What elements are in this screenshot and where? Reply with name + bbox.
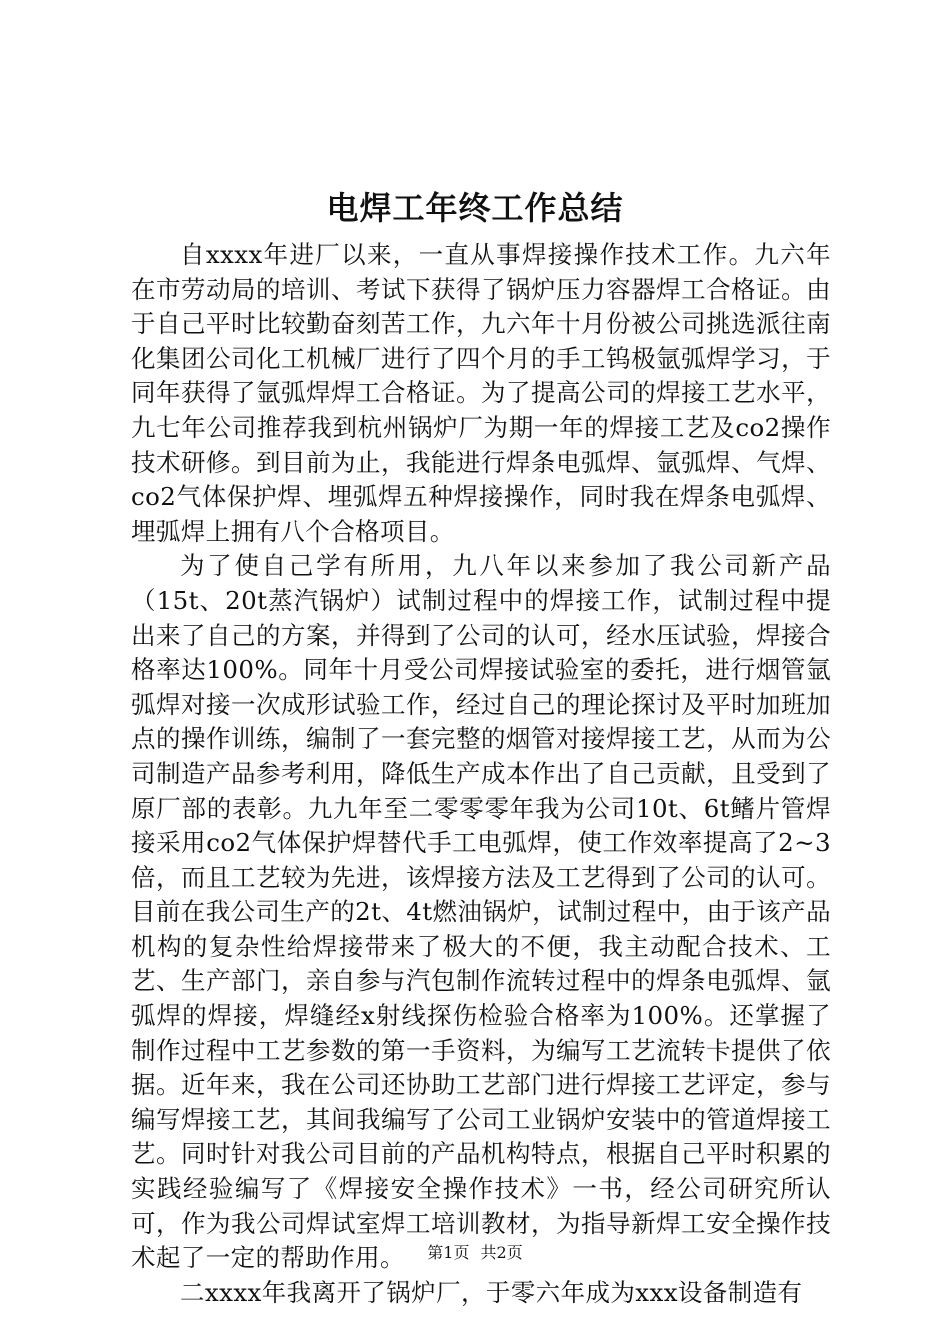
document-title: 电焊工年终工作总结 <box>326 189 624 227</box>
page-number: 第1页 <box>427 1243 470 1262</box>
paragraph-2: 为了使自己学有所用，九八年以来参加了我公司新产品（15t、20t蒸汽锅炉）试制过程中的焊接工作，试制过程中提出来了自己的方案，并得到了公司的认可，经水压试验，焊接合格率达100%。同年十月受公司焊接试验室的委托，进行烟管氩弧焊对接一次成形试验工作，经过自己的理论探讨及平时加班加点的操作训练，编制了一套完整的烟管对接焊接工艺，从而为公司制造产品参考利用，降低生产成本作出了自己贡献，且受到了原厂部的表彰。九九年至二零零零年我为公司10t、6t鳍片管焊接采用co2气体保护焊替代手工电弧焊，使工作效率提高了2~3倍，而且工艺较为先进，该焊接方法及工艺得到了公司的认可。目前在我公司生产的2t、4t燃油锅炉，试制过程中，由于该产品机构的复杂性给焊接带来了极大的不便，我主动配合技术、工艺、生产部门，亲自参与汽包制作流转过程中的焊条电弧焊、氩弧焊的焊接，焊缝经x射线探伤检验合格率为100%。还掌握了制作过程中工艺参数的第一手资料，为编写工艺流转卡提供了依据。近年来，我在公司还协助工艺部门进行焊接工艺评定，参与编写焊接工艺，其间我编写了公司工业锅炉安装中的管道焊接工艺。同时针对我公司目前的产品机构特点，根据自己平时积累的实践经验编写了《焊接安全操作技术》一书，经公司研究所认可，作为我公司焊试室焊工培训教材，为指导新焊工安全操作技术起了一定的帮助作用。 <box>131 551 831 1273</box>
page-footer <box>0 1242 950 1264</box>
page-total: 共2页 <box>480 1243 523 1262</box>
paragraph-3: 二xxxx年我离开了锅炉厂，于零六年成为xxx设备制造有 <box>180 1277 803 1307</box>
paragraph-1: 自xxxx年进厂以来，一直从事焊接操作技术工作。九六年在市劳动局的培训、考试下获得了锅炉压力容器焊工合格证。由于自己平时比较勤奋刻苦工作，九六年十月份被公司挑选派往南化集团公司化工机械厂进行了四个月的手工钨极氩弧焊学习，于同年获得了氩弧焊焊工合格证。为了提高公司的焊接工艺水平，九七年公司推荐我到杭州锅炉厂为期一年的焊接工艺及co2操作技术研修。到目前为止，我能进行焊条电弧焊、氩弧焊、气焊、co2气体保护焊、埋弧焊五种焊接操作，同时我在焊条电弧焊、埋弧焊上拥有八个合格项目。 <box>131 240 831 546</box>
